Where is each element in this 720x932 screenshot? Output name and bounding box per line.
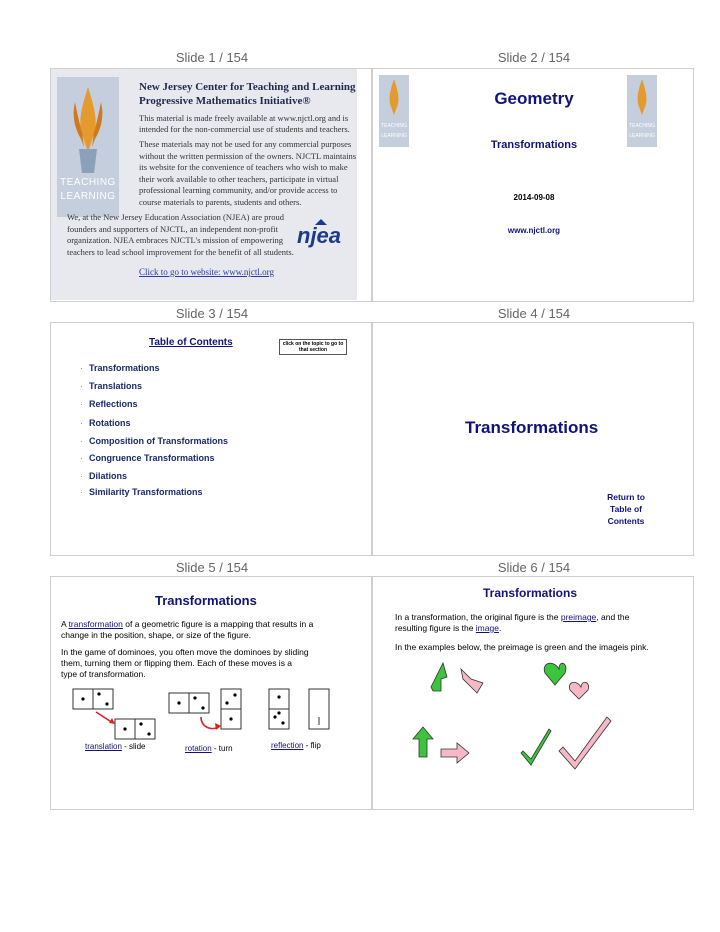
domino-reflection-preimage (269, 689, 289, 729)
text-line (395, 623, 629, 634)
text-line: Table of (610, 504, 642, 514)
text-line: These materials may not be used for any commercial purposes (139, 139, 352, 149)
logo-word-learning: LEARNING (60, 191, 116, 202)
slide-5[interactable] (50, 576, 372, 810)
njea-logo-text: njea (297, 223, 342, 248)
transformation-term: transformation (68, 619, 123, 629)
slide-caption-2: Slide 2 / 154 (497, 50, 571, 65)
domino-translation-image (115, 719, 155, 739)
slide-6-para-1 (395, 612, 629, 634)
website-link[interactable]: Click to go to website: www.njctl.org (139, 267, 274, 277)
bullet-icon: · (80, 471, 83, 481)
logo-word-learning: LEARNING (381, 133, 407, 139)
bullet-icon: · (80, 381, 83, 391)
heart-image-icon (569, 682, 588, 699)
toc-item-label: Rotations (89, 418, 131, 428)
reflection-term: reflection (271, 741, 304, 750)
toc-item-similarity[interactable] (80, 487, 203, 497)
right-arrow-image-icon (441, 743, 469, 763)
toc-item-label: Congruence Transformations (89, 453, 215, 463)
text-line: type of transformation. (61, 669, 146, 679)
text-line: Contents (607, 516, 645, 526)
njctl-logo (57, 77, 119, 217)
text-line: its website for the convenience of teachers who wish to make (139, 162, 348, 172)
text: , and the (596, 612, 630, 622)
njea-logo (295, 219, 353, 249)
text-line (61, 619, 313, 630)
text-line: intended for the non-commercial use of students and teachers. (139, 124, 350, 134)
logo-word-learning: LEARNING (629, 133, 655, 139)
checkmark-preimage-icon (521, 729, 551, 765)
text: - turn (211, 744, 233, 753)
slide-caption-3: Slide 3 / 154 (175, 306, 249, 321)
toc-item-label: Similarity Transformations (89, 487, 203, 497)
slide-caption-4: Slide 4 / 154 (497, 306, 571, 321)
transformation-examples (373, 657, 693, 787)
image-term: image (475, 623, 499, 633)
text-line: change in the position, shape, or size of the figure. (61, 630, 251, 640)
slide-5-title: Transformations (155, 593, 257, 608)
preimage-term: preimage (560, 612, 597, 622)
text-line: founders and supporters of NJCTL, an independent non-profit (67, 223, 279, 234)
bullet-icon: · (80, 453, 83, 463)
text: of a geometric figure is a mapping that results in a (122, 619, 314, 629)
translation-term: translation (85, 742, 122, 751)
slide-caption-5: Slide 5 / 154 (175, 560, 249, 575)
slide-1-para-2 (139, 139, 356, 208)
slide-4-title: Transformations (465, 418, 599, 437)
right-logo (627, 75, 657, 147)
toc-item-translations[interactable] (80, 381, 143, 391)
text-line: without the written permission of the owners. NJCTL maintains (139, 150, 357, 161)
toc-item-composition[interactable] (80, 436, 229, 446)
slide-2-url[interactable]: www.njctl.org (507, 226, 561, 235)
toc-item-reflections[interactable] (80, 399, 138, 409)
return-to-toc-link[interactable] (595, 491, 657, 527)
slide-1-para-3 (67, 212, 294, 258)
text-line: course materials to parents, students and others. (139, 196, 302, 207)
bullet-icon: · (80, 487, 83, 497)
slide-2-subtitle: Transformations (490, 139, 578, 151)
toc-item-congruence[interactable] (80, 453, 215, 463)
text-line (395, 612, 629, 623)
label-rotation (185, 744, 233, 753)
slide-6-para-2: In the examples below, the preimage is green and the imageis pink. (395, 642, 649, 652)
slide-1-heading-2: Progressive Mathematics Initiative® (139, 95, 311, 107)
left-logo (379, 75, 409, 147)
slide-caption-1: Slide 1 / 154 (175, 50, 249, 65)
domino-rotation-image (221, 689, 241, 729)
label-translation (85, 742, 145, 751)
toc-item-rotations[interactable] (80, 418, 131, 428)
text-line: their work available to other teachers, participate in virtual (139, 173, 339, 184)
toc-item-label: Translations (89, 381, 143, 391)
text: - slide (121, 742, 146, 751)
checkmark-image-icon (559, 717, 611, 769)
toc-title: Table of Contents (149, 337, 233, 348)
logo-word-teaching: TEACHING (629, 123, 655, 129)
text-line: professional learning community, and/or provide access to (139, 185, 338, 195)
domino-translation-preimage (73, 689, 113, 709)
text-line: In the game of dominoes, you often move the dominoes by sliding (61, 647, 309, 657)
text-line: teachers to lead school improvement for the benefit of all students. (67, 246, 294, 257)
toc-item-dilations[interactable] (80, 471, 128, 481)
toc-item-label: Reflections (89, 399, 138, 409)
bullet-icon: · (80, 399, 83, 409)
toc-item-label: Transformations (89, 363, 160, 373)
slide-2-title: Geometry (494, 89, 574, 108)
label-reflection (271, 741, 321, 750)
logo-word-teaching: TEACHING (60, 177, 116, 188)
slide-2[interactable] (372, 68, 694, 302)
slide-5-para-2 (61, 647, 309, 680)
text: A (61, 619, 69, 629)
text: In a transformation, the original figure is the (395, 612, 561, 622)
text: . (498, 623, 502, 633)
toc-item-label: Dilations (89, 471, 128, 481)
toc-item-transformations[interactable] (80, 363, 160, 373)
heart-preimage-icon (544, 663, 566, 685)
slide-caption-6: Slide 6 / 154 (497, 560, 571, 575)
up-arrow-preimage-icon (413, 727, 433, 757)
slide-6-title: Transformations (483, 586, 578, 600)
text: - flip (303, 741, 321, 750)
bullet-icon: · (80, 418, 83, 428)
bullet-icon: · (80, 363, 83, 373)
text-line: organization. NJEA embraces NJCTL's mission of empowering (67, 235, 283, 245)
slide-1[interactable] (50, 68, 372, 302)
slide-4[interactable] (372, 322, 694, 556)
slide-6[interactable] (372, 576, 694, 810)
text-line: them, turning them or flipping them. Each of these moves is a (61, 658, 293, 668)
domino-reflection-image (309, 689, 329, 729)
slide-1-para-1 (139, 113, 350, 135)
domino-rotation-preimage (169, 693, 209, 713)
rotation-term: rotation (185, 744, 212, 753)
bent-arrow-image-icon (461, 669, 483, 693)
slide-3[interactable] (50, 322, 372, 556)
toc-hint-box: click on the topic to go to that section (279, 339, 347, 355)
text: resulting figure is the (395, 623, 476, 633)
slide-1-heading-1: New Jersey Center for Teaching and Learning (139, 81, 356, 93)
slide-2-date: 2014-09-08 (513, 193, 555, 202)
bullet-icon: · (80, 436, 83, 446)
bent-arrow-preimage-icon (431, 663, 447, 691)
text-line: This material is made freely available at www.njctl.org and is (139, 113, 349, 123)
slide-5-para-1 (61, 619, 313, 641)
logo-word-teaching: TEACHING (381, 123, 407, 129)
toc-item-label: Composition of Transformations (89, 436, 229, 446)
text-line: Return to (607, 492, 645, 502)
text-line: We, at the New Jersey Education Association (NJEA) are proud (67, 212, 284, 222)
